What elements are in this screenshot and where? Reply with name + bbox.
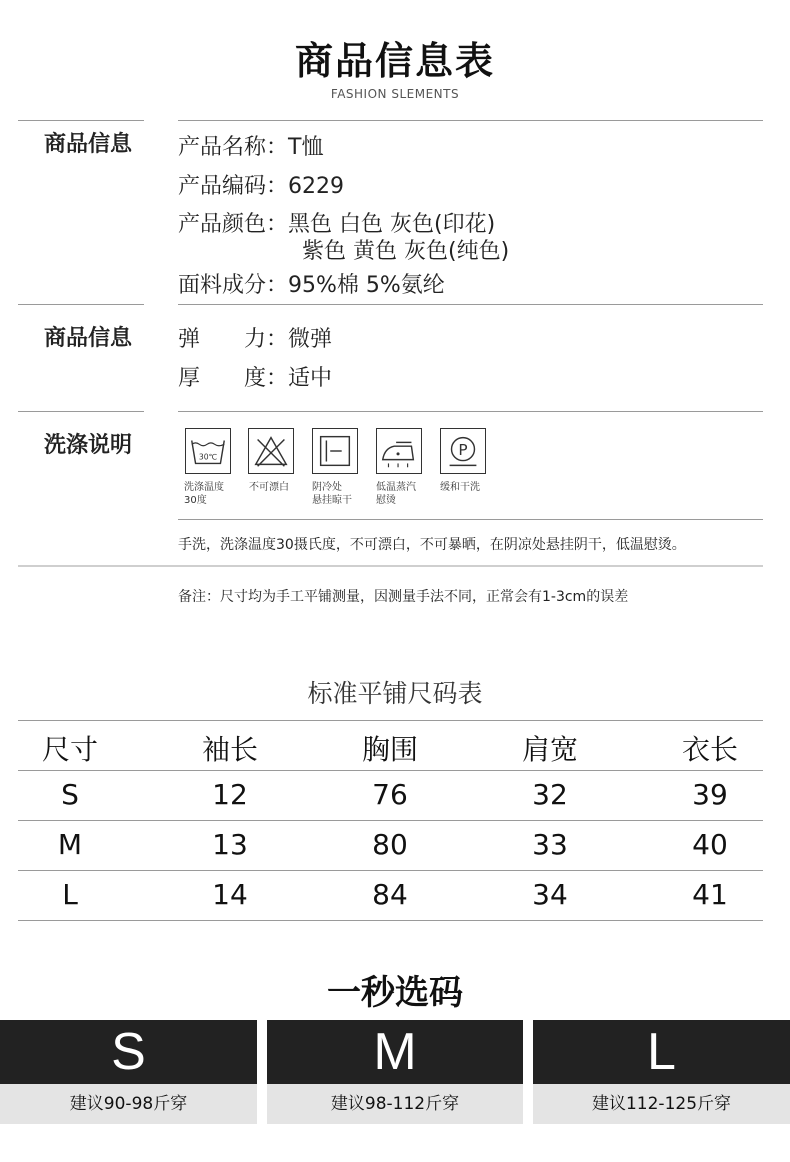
measurement-remark: 备注：尺寸均为手工平铺测量，因测量手法不同，正常会有1-3cm的误差 bbox=[178, 589, 629, 605]
section-label-product-info-2: 商品信息 bbox=[44, 326, 133, 351]
care-caption-wash: 洗涤温度 30度 bbox=[184, 482, 224, 506]
size-option-advice: 建议98-112斤穿 bbox=[267, 1084, 523, 1124]
table-header-size: 尺寸 bbox=[41, 733, 98, 766]
section-label-product-info: 商品信息 bbox=[44, 132, 133, 157]
dry-clean-p-icon bbox=[440, 428, 486, 474]
divider bbox=[178, 120, 763, 121]
size-option-label: M bbox=[267, 1020, 523, 1084]
divider bbox=[18, 565, 763, 567]
info-row-stretch: 弹 力：微弹 bbox=[178, 327, 333, 352]
care-caption-dryclean: 缓和干洗 bbox=[440, 482, 480, 493]
table-header-sleeve: 袖长 bbox=[201, 733, 258, 766]
size-option-advice: 建议112-125斤穿 bbox=[533, 1084, 790, 1124]
page-subtitle: FASHION SLEMENTS bbox=[330, 87, 460, 101]
divider bbox=[18, 304, 144, 305]
size-option-advice: 建议90-98斤穿 bbox=[0, 1084, 257, 1124]
size-option-label: L bbox=[533, 1020, 790, 1084]
table-cell: 76 bbox=[372, 778, 408, 811]
info-row-name: 产品名称：T恤 bbox=[178, 135, 324, 160]
size-option-s[interactable] bbox=[0, 1020, 257, 1124]
table-cell: L bbox=[62, 878, 78, 911]
wash-30-icon bbox=[185, 428, 231, 474]
table-cell: 32 bbox=[532, 778, 568, 811]
table-cell: 39 bbox=[692, 778, 728, 811]
divider bbox=[178, 411, 763, 412]
size-option-m[interactable] bbox=[267, 1020, 523, 1124]
info-row-code: 产品编码：6229 bbox=[178, 174, 345, 199]
table-header-shoulder: 肩宽 bbox=[521, 733, 578, 766]
table-cell: 12 bbox=[212, 778, 248, 811]
table-header-length: 衣长 bbox=[681, 733, 738, 766]
line-dry-shade-icon bbox=[312, 428, 358, 474]
table-cell: 13 bbox=[212, 828, 248, 861]
svg-text:P: P bbox=[458, 440, 468, 459]
care-caption-iron: 低温蒸汽 慰烫 bbox=[376, 482, 416, 506]
table-cell: S bbox=[61, 778, 79, 811]
table-rule bbox=[18, 820, 763, 821]
table-cell: 14 bbox=[212, 878, 248, 911]
care-instructions: 手洗，洗涤温度30摄氏度，不可漂白，不可暴晒，在阴凉处悬挂阴干，低温慰烫。 bbox=[178, 537, 686, 553]
size-option-label: S bbox=[0, 1020, 257, 1084]
table-cell: 84 bbox=[372, 878, 408, 911]
info-row-color-2: 紫色 黄色 灰色(纯色) bbox=[302, 239, 510, 264]
table-cell: 34 bbox=[532, 878, 568, 911]
size-option-l[interactable] bbox=[533, 1020, 790, 1124]
divider bbox=[18, 411, 144, 412]
iron-low-icon bbox=[376, 428, 422, 474]
table-cell: 33 bbox=[532, 828, 568, 861]
table-rule bbox=[18, 770, 763, 771]
care-caption-bleach: 不可漂白 bbox=[249, 482, 289, 493]
table-header-chest: 胸围 bbox=[361, 733, 418, 766]
info-row-thickness: 厚 度：适中 bbox=[178, 366, 333, 391]
table-cell: 80 bbox=[372, 828, 408, 861]
table-cell: M bbox=[57, 828, 83, 861]
table-cell: 41 bbox=[692, 878, 728, 911]
table-cell: 40 bbox=[692, 828, 728, 861]
divider bbox=[18, 120, 144, 121]
size-table-title: 标准平铺尺码表 bbox=[307, 679, 483, 708]
care-caption-dry: 阴冷处 悬挂晾干 bbox=[312, 482, 352, 506]
table-rule bbox=[18, 920, 763, 921]
info-row-fabric: 面料成分：95%棉 5%氨纶 bbox=[178, 273, 445, 298]
info-row-color: 产品颜色：黑色 白色 灰色(印花) bbox=[178, 212, 496, 237]
divider bbox=[178, 304, 763, 305]
svg-text:30℃: 30℃ bbox=[198, 452, 218, 462]
no-bleach-icon bbox=[248, 428, 294, 474]
page-title: 商品信息表 bbox=[294, 39, 495, 83]
quick-pick-title: 一秒选码 bbox=[327, 973, 463, 1013]
table-rule bbox=[18, 870, 763, 871]
section-label-care: 洗涤说明 bbox=[44, 433, 133, 458]
divider bbox=[178, 519, 763, 520]
table-rule bbox=[18, 720, 763, 721]
